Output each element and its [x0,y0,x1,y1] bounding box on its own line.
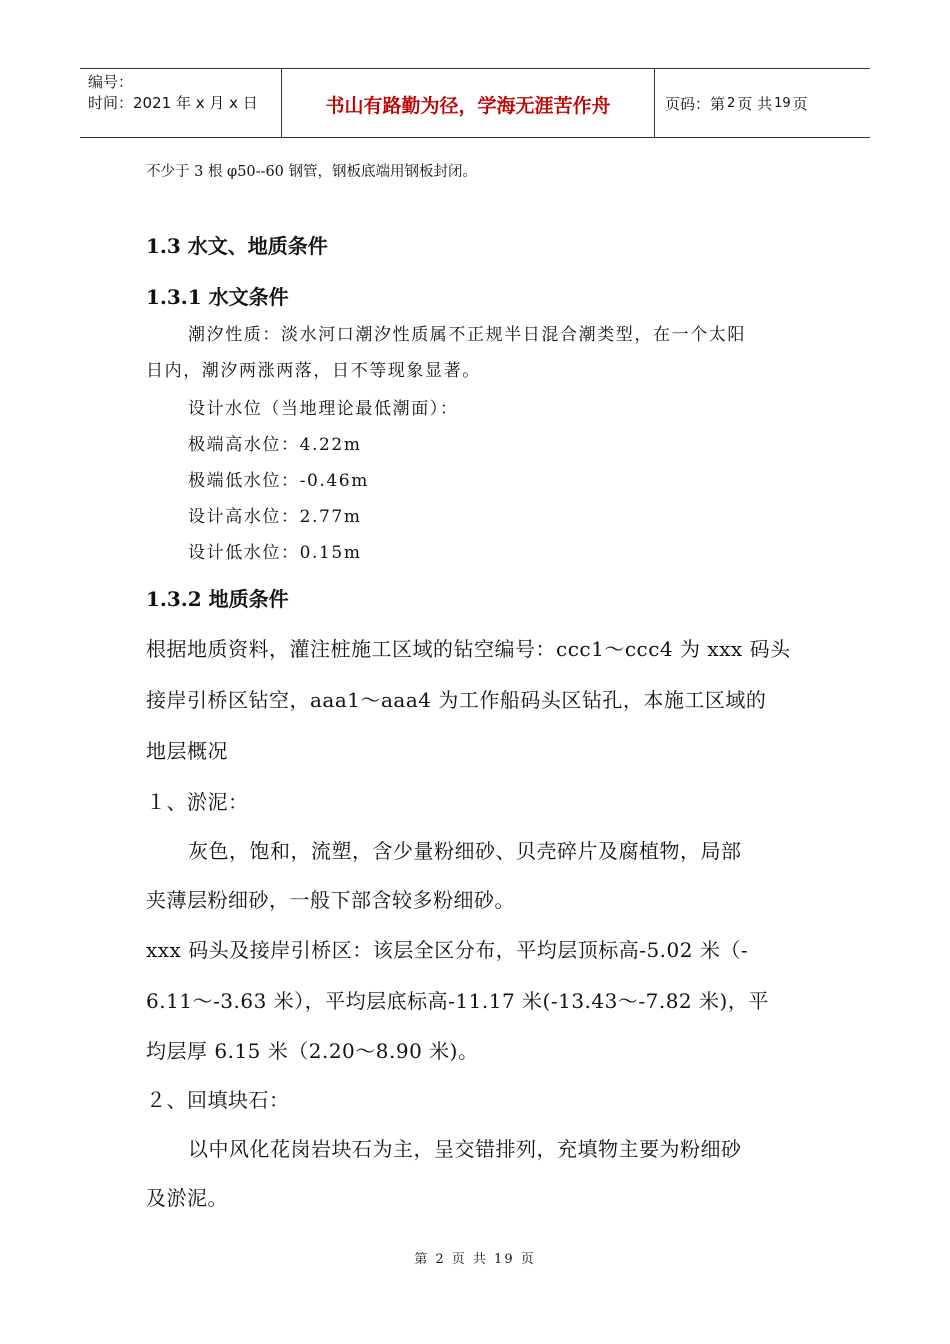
tide-paragraph-line-1: 潮汐性质：淡水河口潮汐性质属不正规半日混合潮类型，在一个太阳 [188,325,746,345]
design-level-title: 设计水位（当地理论最低潮面）： [188,399,459,419]
item-1-title: １、淤泥： [146,790,249,814]
item-1-line-3: xxx 码头及接岸引桥区：该层全区分布，平均层顶标高-5.02 米（- [146,938,749,962]
item-1-line-5: 均层厚 6.15 米（2.20～8.90 米)。 [146,1039,479,1063]
geology-paragraph-line-1: 根据地质资料，灌注桩施工区域的钻空编号：ccc1～ccc4 为 xxx 码头 [146,637,791,661]
header-page-total: 19 [774,95,791,111]
header-page-suffix: 页 [792,94,808,113]
header-number-label: 编号： [88,73,134,91]
header-page-current: 2 [727,95,736,111]
text-line-top: 不少于 3 根 φ50--60 钢管，钢板底端用钢板封闭。 [146,164,478,180]
item-1-line-1: 灰色，饱和，流塑，含少量粉细砂、贝壳碎片及腐植物，局部 [188,839,742,863]
header-page-prefix: 页码：第 [665,94,726,113]
tide-paragraph-line-2: 日内，潮汐两涨两落，日不等现象显著。 [146,361,481,381]
header-page-info [655,69,870,137]
header-time-label: 时间：2021 年 x 月 x 日 [88,94,258,112]
item-2-line-1: 以中风化花岗岩块石为主，呈交错排列，充填物主要为粉细砂 [188,1137,742,1161]
header-meta-cell [80,69,282,137]
extreme-high-water: 极端高水位：4.22m [188,435,362,455]
item-2-title: ２、回填块石： [146,1088,290,1112]
design-high-water: 设计高水位：2.77m [188,507,362,527]
heading-1-3-2: 1.3.2 地质条件 [146,587,289,611]
geology-paragraph-line-3: 地层概况 [146,739,228,763]
page-header [80,68,870,138]
heading-1-3-1: 1.3.1 水文条件 [146,285,289,309]
extreme-low-water: 极端低水位：-0.46m [188,471,369,491]
geology-paragraph-line-2: 接岸引桥区钻空，aaa1～aaa4 为工作船码头区钻孔，本施工区域的 [146,688,767,712]
design-low-water: 设计低水位：0.15m [188,543,362,563]
item-2-line-2: 及淤泥。 [146,1186,228,1210]
heading-1-3: 1.3 水文、地质条件 [146,234,328,258]
page-footer: 第 2 页 共 19 页 [414,1252,536,1267]
header-page-mid: 页 共 [737,94,773,113]
item-1-line-2: 夹薄层粉细砂，一般下部含较多粉细砂。 [146,888,515,912]
header-motto: 书山有路勤为径，学海无涯苦作舟 [282,69,655,137]
item-1-line-4: 6.11～-3.63 米），平均层底标高-11.17 米(-13.43～-7.82 米)，平 [146,989,769,1013]
